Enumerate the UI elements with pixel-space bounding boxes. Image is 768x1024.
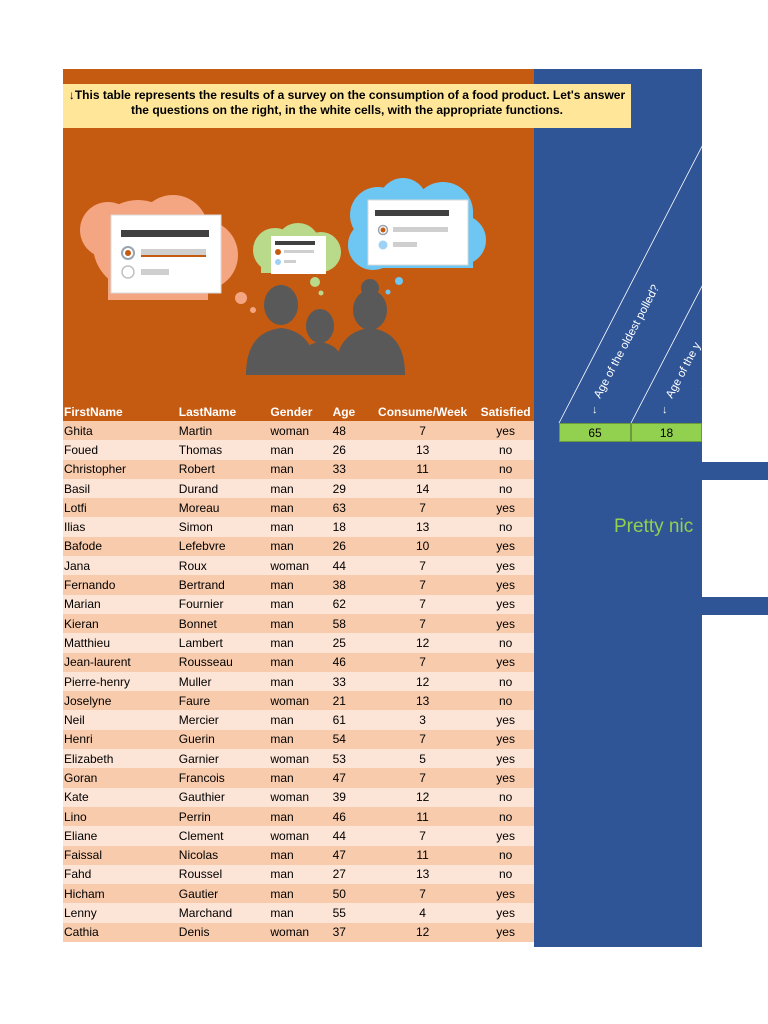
cell-firstname[interactable]: Fernando <box>63 575 178 594</box>
cell-gender[interactable]: woman <box>269 826 331 845</box>
cell-age[interactable]: 46 <box>332 653 368 672</box>
cell-age[interactable]: 54 <box>332 730 368 749</box>
cell-gender[interactable]: woman <box>269 556 331 575</box>
diagonal-border-3 <box>702 269 768 389</box>
cell-age[interactable]: 21 <box>332 691 368 710</box>
comment-text: Pretty nic <box>614 516 694 537</box>
cell-satisfied[interactable]: yes <box>476 710 534 729</box>
cell-satisfied[interactable]: yes <box>476 595 534 614</box>
cell-age[interactable]: 27 <box>332 865 368 884</box>
cell-firstname[interactable]: Lino <box>63 807 178 826</box>
answer-oldest-cell[interactable]: 65 <box>559 423 631 442</box>
cell-age[interactable]: 44 <box>332 556 368 575</box>
cell-age[interactable]: 53 <box>332 749 368 768</box>
table-row <box>63 653 534 672</box>
people-silhouettes-icon <box>246 279 405 375</box>
question-oldest: Age of the oldest polled? <box>592 282 663 401</box>
cell-gender[interactable]: man <box>269 846 331 865</box>
cell-firstname[interactable]: Henri <box>63 730 178 749</box>
cell-firstname[interactable]: Faissal <box>63 846 178 865</box>
cell-gender[interactable]: man <box>269 517 331 536</box>
cell-satisfied[interactable]: yes <box>476 884 534 903</box>
cell-satisfied[interactable]: yes <box>476 537 534 556</box>
arrow-down-icon: ↓ <box>592 404 598 416</box>
header-age[interactable]: Age <box>332 403 368 421</box>
cell-gender[interactable]: man <box>269 653 331 672</box>
cell-lastname[interactable]: Muller <box>178 672 270 691</box>
survey-table <box>63 403 534 942</box>
cell-lastname[interactable]: Robert <box>178 460 270 479</box>
cell-gender[interactable]: man <box>269 865 331 884</box>
table-row <box>63 672 534 691</box>
cell-gender[interactable]: man <box>269 730 331 749</box>
table-row <box>63 440 534 459</box>
thought-cloud-right-icon <box>348 178 486 295</box>
table-row <box>63 807 534 826</box>
cell-firstname[interactable]: Kieran <box>63 614 178 633</box>
cell-age[interactable]: 39 <box>332 788 368 807</box>
cell-lastname[interactable]: Lefebvre <box>178 537 270 556</box>
cell-consume-week[interactable]: 7 <box>368 498 476 517</box>
cell-firstname[interactable]: Elizabeth <box>63 749 178 768</box>
cell-lastname[interactable]: Durand <box>178 479 270 498</box>
cell-age[interactable]: 46 <box>332 807 368 826</box>
table-row <box>63 537 534 556</box>
cell-firstname[interactable]: Basil <box>63 479 178 498</box>
cell-satisfied[interactable]: no <box>476 460 534 479</box>
cell-firstname[interactable]: Ghita <box>63 421 178 440</box>
banner-line-2: the questions on the right, in the white cells, with the appropriate functions. <box>130 103 564 117</box>
cell-age[interactable]: 48 <box>332 421 368 440</box>
cell-gender[interactable]: man <box>269 537 331 556</box>
table-row <box>63 788 534 807</box>
cell-consume-week[interactable]: 13 <box>368 865 476 884</box>
header-lastname[interactable]: LastName <box>178 403 270 421</box>
table-row <box>63 846 534 865</box>
cell-gender[interactable]: woman <box>269 923 331 942</box>
table-row <box>63 517 534 536</box>
cell-consume-week[interactable]: 7 <box>368 653 476 672</box>
cell-satisfied[interactable]: no <box>476 788 534 807</box>
cell-gender[interactable]: man <box>269 595 331 614</box>
header-consume-week[interactable]: Consume/Week <box>368 403 476 421</box>
cell-lastname[interactable]: Rousseau <box>178 653 270 672</box>
cell-satisfied[interactable]: no <box>476 517 534 536</box>
cell-consume-week[interactable]: 7 <box>368 421 476 440</box>
cell-lastname[interactable]: Lambert <box>178 633 270 652</box>
cell-lastname[interactable]: Martin <box>178 421 270 440</box>
cell-lastname[interactable]: Roux <box>178 556 270 575</box>
cell-satisfied[interactable]: no <box>476 440 534 459</box>
cell-age[interactable]: 44 <box>332 826 368 845</box>
cell-satisfied[interactable]: no <box>476 846 534 865</box>
table-row <box>63 768 534 787</box>
cell-age[interactable]: 63 <box>332 498 368 517</box>
cell-gender[interactable]: man <box>269 460 331 479</box>
header-firstname[interactable]: FirstName <box>63 403 178 421</box>
thought-cloud-left-icon <box>80 195 256 313</box>
table-header-row <box>63 403 534 421</box>
cell-consume-week[interactable]: 14 <box>368 479 476 498</box>
cell-satisfied[interactable]: no <box>476 633 534 652</box>
cell-firstname[interactable]: Lenny <box>63 903 178 922</box>
cell-firstname[interactable]: Cathia <box>63 923 178 942</box>
cell-consume-week[interactable]: 7 <box>368 575 476 594</box>
thought-cloud-middle-icon <box>253 223 341 296</box>
cell-lastname[interactable]: Francois <box>178 768 270 787</box>
cell-consume-week[interactable]: 13 <box>368 440 476 459</box>
cell-consume-week[interactable]: 4 <box>368 903 476 922</box>
cell-satisfied[interactable]: yes <box>476 575 534 594</box>
table-row <box>63 460 534 479</box>
table-row <box>63 884 534 903</box>
answer-youngest-cell[interactable]: 18 <box>631 423 702 442</box>
cell-satisfied[interactable]: yes <box>476 498 534 517</box>
table-body <box>63 421 534 942</box>
cell-consume-week[interactable]: 13 <box>368 691 476 710</box>
cell-gender[interactable]: woman <box>269 788 331 807</box>
cell-satisfied[interactable]: yes <box>476 730 534 749</box>
cell-lastname[interactable]: Garnier <box>178 749 270 768</box>
cell-gender[interactable]: man <box>269 498 331 517</box>
table-row <box>63 749 534 768</box>
cell-gender[interactable]: man <box>269 479 331 498</box>
cell-satisfied[interactable]: yes <box>476 556 534 575</box>
cell-consume-week[interactable]: 13 <box>368 517 476 536</box>
cell-age[interactable]: 26 <box>332 440 368 459</box>
cell-gender[interactable]: man <box>269 903 331 922</box>
cell-firstname[interactable]: Hicham <box>63 884 178 903</box>
cell-age[interactable]: 58 <box>332 614 368 633</box>
table-row <box>63 614 534 633</box>
cell-satisfied[interactable]: yes <box>476 614 534 633</box>
cell-consume-week[interactable]: 7 <box>368 730 476 749</box>
cell-satisfied[interactable]: yes <box>476 749 534 768</box>
table-row <box>63 479 534 498</box>
cell-firstname[interactable]: Jean-laurent <box>63 653 178 672</box>
arrow-down-icon: ↓ <box>662 404 668 416</box>
cell-firstname[interactable]: Eliane <box>63 826 178 845</box>
cell-age[interactable]: 38 <box>332 575 368 594</box>
cell-lastname[interactable]: Thomas <box>178 440 270 459</box>
cell-firstname[interactable]: Pierre-henry <box>63 672 178 691</box>
cell-satisfied[interactable]: yes <box>476 923 534 942</box>
cell-firstname[interactable]: Neil <box>63 710 178 729</box>
header-satisfied[interactable]: Satisfied <box>476 403 534 421</box>
cell-consume-week[interactable]: 7 <box>368 614 476 633</box>
blue-band-bottom <box>702 597 768 615</box>
cell-age[interactable]: 37 <box>332 923 368 942</box>
cell-gender[interactable]: man <box>269 633 331 652</box>
cell-lastname[interactable]: Bertrand <box>178 575 270 594</box>
cell-consume-week[interactable]: 7 <box>368 768 476 787</box>
cell-lastname[interactable]: Roussel <box>178 865 270 884</box>
cell-lastname[interactable]: Faure <box>178 691 270 710</box>
cell-firstname[interactable]: Foued <box>63 440 178 459</box>
table-row <box>63 923 534 942</box>
cell-satisfied[interactable]: yes <box>476 421 534 440</box>
cell-firstname[interactable]: Christopher <box>63 460 178 479</box>
cell-consume-week[interactable]: 3 <box>368 710 476 729</box>
cell-gender[interactable]: woman <box>269 421 331 440</box>
cell-lastname[interactable]: Guerin <box>178 730 270 749</box>
cell-consume-week[interactable]: 10 <box>368 537 476 556</box>
cell-gender[interactable]: man <box>269 614 331 633</box>
cell-firstname[interactable]: Bafode <box>63 537 178 556</box>
table-row <box>63 556 534 575</box>
cell-lastname[interactable]: Nicolas <box>178 846 270 865</box>
cell-firstname[interactable]: Kate <box>63 788 178 807</box>
cell-satisfied[interactable]: no <box>476 865 534 884</box>
cell-firstname[interactable]: Ilias <box>63 517 178 536</box>
cell-firstname[interactable]: Jana <box>63 556 178 575</box>
table-row <box>63 730 534 749</box>
cell-lastname[interactable]: Simon <box>178 517 270 536</box>
cell-consume-week[interactable]: 12 <box>368 672 476 691</box>
cell-age[interactable]: 33 <box>332 460 368 479</box>
cell-age[interactable]: 29 <box>332 479 368 498</box>
table-row <box>63 575 534 594</box>
cell-firstname[interactable]: Marian <box>63 595 178 614</box>
diagonal-border-1 <box>559 127 712 423</box>
cell-firstname[interactable]: Lotfi <box>63 498 178 517</box>
table-row <box>63 498 534 517</box>
cell-firstname[interactable]: Goran <box>63 768 178 787</box>
cell-consume-week[interactable]: 11 <box>368 807 476 826</box>
cell-lastname[interactable]: Perrin <box>178 807 270 826</box>
cell-consume-week[interactable]: 7 <box>368 595 476 614</box>
cell-lastname[interactable]: Gauthier <box>178 788 270 807</box>
table-row <box>63 421 534 440</box>
cell-age[interactable]: 61 <box>332 710 368 729</box>
cell-lastname[interactable]: Bonnet <box>178 614 270 633</box>
question-headers <box>534 69 768 429</box>
question-youngest: Age of the y <box>664 340 704 401</box>
cell-age[interactable]: 25 <box>332 633 368 652</box>
cell-consume-week[interactable]: 11 <box>368 846 476 865</box>
cell-consume-week[interactable]: 12 <box>368 923 476 942</box>
cell-age[interactable]: 26 <box>332 537 368 556</box>
cell-lastname[interactable]: Fournier <box>178 595 270 614</box>
cell-lastname[interactable]: Clement <box>178 826 270 845</box>
cell-age[interactable]: 18 <box>332 517 368 536</box>
table-row <box>63 633 534 652</box>
cell-satisfied[interactable]: no <box>476 807 534 826</box>
cell-age[interactable]: 47 <box>332 768 368 787</box>
diagonal-border-4 <box>714 149 768 239</box>
cell-firstname[interactable]: Fahd <box>63 865 178 884</box>
cell-lastname[interactable]: Marchand <box>178 903 270 922</box>
table-row <box>63 903 534 922</box>
cell-gender[interactable]: man <box>269 575 331 594</box>
cell-firstname[interactable]: Matthieu <box>63 633 178 652</box>
cell-gender[interactable]: man <box>269 884 331 903</box>
cell-gender[interactable]: woman <box>269 691 331 710</box>
cell-lastname[interactable]: Mercier <box>178 710 270 729</box>
cell-age[interactable]: 55 <box>332 903 368 922</box>
cell-gender[interactable]: woman <box>269 749 331 768</box>
table-row <box>63 691 534 710</box>
cell-consume-week[interactable]: 7 <box>368 826 476 845</box>
cell-age[interactable]: 33 <box>332 672 368 691</box>
cell-satisfied[interactable]: no <box>476 479 534 498</box>
cell-satisfied[interactable]: yes <box>476 653 534 672</box>
blue-band-top <box>702 462 768 480</box>
cell-lastname[interactable]: Denis <box>178 923 270 942</box>
cell-satisfied[interactable]: yes <box>476 903 534 922</box>
cell-consume-week[interactable]: 7 <box>368 556 476 575</box>
cell-lastname[interactable]: Gautier <box>178 884 270 903</box>
cell-satisfied[interactable]: no <box>476 691 534 710</box>
cell-age[interactable]: 47 <box>332 846 368 865</box>
cell-age[interactable]: 50 <box>332 884 368 903</box>
cell-firstname[interactable]: Joselyne <box>63 691 178 710</box>
survey-illustration <box>63 170 534 385</box>
table-row <box>63 865 534 884</box>
cell-gender[interactable]: man <box>269 768 331 787</box>
cell-consume-week[interactable]: 7 <box>368 884 476 903</box>
cell-consume-week[interactable]: 12 <box>368 633 476 652</box>
cell-consume-week[interactable]: 12 <box>368 788 476 807</box>
cell-consume-week[interactable]: 11 <box>368 460 476 479</box>
cell-gender[interactable]: man <box>269 807 331 826</box>
banner-line-1: ↓This table represents the results of a survey on the consumption of a food product. Let's answer <box>68 88 626 102</box>
cell-lastname[interactable]: Moreau <box>178 498 270 517</box>
cell-gender[interactable]: man <box>269 440 331 459</box>
cell-gender[interactable]: man <box>269 710 331 729</box>
cell-satisfied[interactable]: yes <box>476 826 534 845</box>
cell-satisfied[interactable]: no <box>476 672 534 691</box>
table-row <box>63 826 534 845</box>
table-row <box>63 595 534 614</box>
cell-gender[interactable]: man <box>269 672 331 691</box>
cell-age[interactable]: 62 <box>332 595 368 614</box>
table-row <box>63 710 534 729</box>
header-gender[interactable]: Gender <box>269 403 331 421</box>
cell-consume-week[interactable]: 5 <box>368 749 476 768</box>
cell-satisfied[interactable]: yes <box>476 768 534 787</box>
